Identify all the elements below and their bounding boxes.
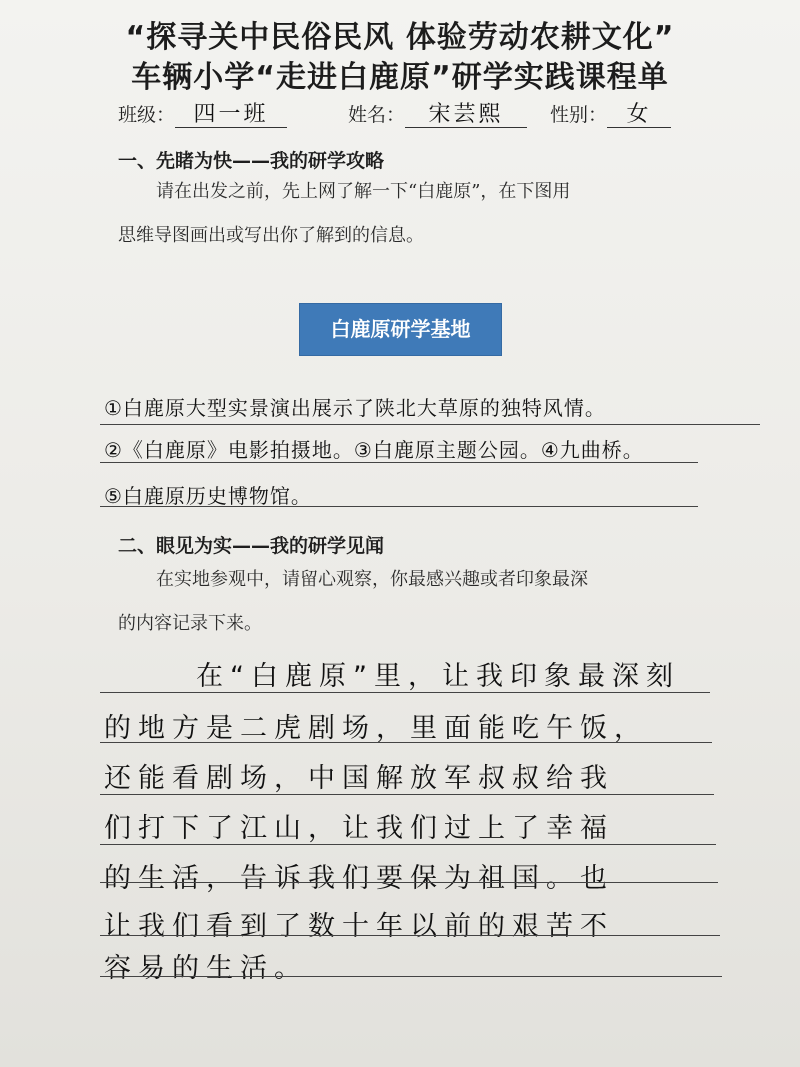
essay-line: 在“白鹿原”里，让我印象最深刻 (196, 661, 680, 692)
class-field (118, 100, 287, 128)
section-1-heading: 一、先睹为快——我的研学攻略 (118, 150, 385, 172)
answer-rule (100, 462, 698, 463)
answer-rule (100, 506, 698, 507)
handwritten-answer-line: ⑤白鹿原历史博物馆。 (104, 484, 312, 508)
name-field (348, 100, 527, 128)
essay-rule (100, 844, 716, 845)
research-base-box: 白鹿原研学基地 (299, 303, 502, 356)
essay-line: 容易的生活。 (104, 953, 308, 984)
essay-rule (100, 794, 714, 795)
section-2-heading: 二、眼见为实——我的研学见闻 (118, 535, 385, 557)
essay-line: 还能看剧场，中国解放军叔叔给我 (104, 763, 614, 794)
title-line-1: “探寻关中民俗民风 体验劳动农耕文化” (125, 20, 675, 55)
essay-rule (100, 976, 722, 977)
handwritten-answer-line: ②《白鹿原》电影拍摄地。③白鹿原主题公园。④九曲桥。 (104, 438, 644, 462)
section-1-instruction-line: 请在出发之前，先上网了解一下“白鹿原”，在下图用 (156, 181, 571, 202)
section-1-instruction-line: 思维导图画出或写出你了解到的信息。 (118, 225, 424, 246)
handwritten-answer-line: ①白鹿原大型实景演出展示了陕北大草原的独特风情。 (104, 396, 606, 420)
answer-rule (100, 424, 760, 425)
essay-rule (100, 935, 720, 936)
section-2-instruction-line: 在实地参观中，请留心观察，你最感兴趣或者印象最深 (156, 569, 588, 590)
section-2-instructions (118, 558, 718, 646)
essay-line: 的生活，告诉我们要保为祖国。也 (104, 863, 614, 894)
essay-line: 们打下了江山，让我们过上了幸福 (104, 813, 614, 844)
section-2-instruction-line: 的内容记录下来。 (118, 613, 262, 634)
title-line-2: 车辆小学“走进白鹿原”研学实践课程单 (131, 60, 669, 95)
class-label: 班级： (118, 104, 176, 126)
essay-line: 的地方是二虎剧场，里面能吃午饭， (104, 713, 648, 744)
essay-line: 让我们看到了数十年以前的艰苦不 (104, 911, 614, 942)
class-value: 四一班 (175, 103, 287, 128)
essay-rule (100, 692, 710, 693)
section-1-instructions (118, 170, 718, 258)
gender-label: 性别： (550, 104, 608, 126)
name-label: 姓名： (348, 104, 406, 126)
essay-rule (100, 742, 712, 743)
name-value: 宋芸熙 (405, 103, 527, 128)
student-info-row (118, 100, 738, 130)
gender-value: 女 (607, 103, 671, 128)
gender-field (550, 100, 671, 128)
essay-rule (100, 882, 718, 883)
